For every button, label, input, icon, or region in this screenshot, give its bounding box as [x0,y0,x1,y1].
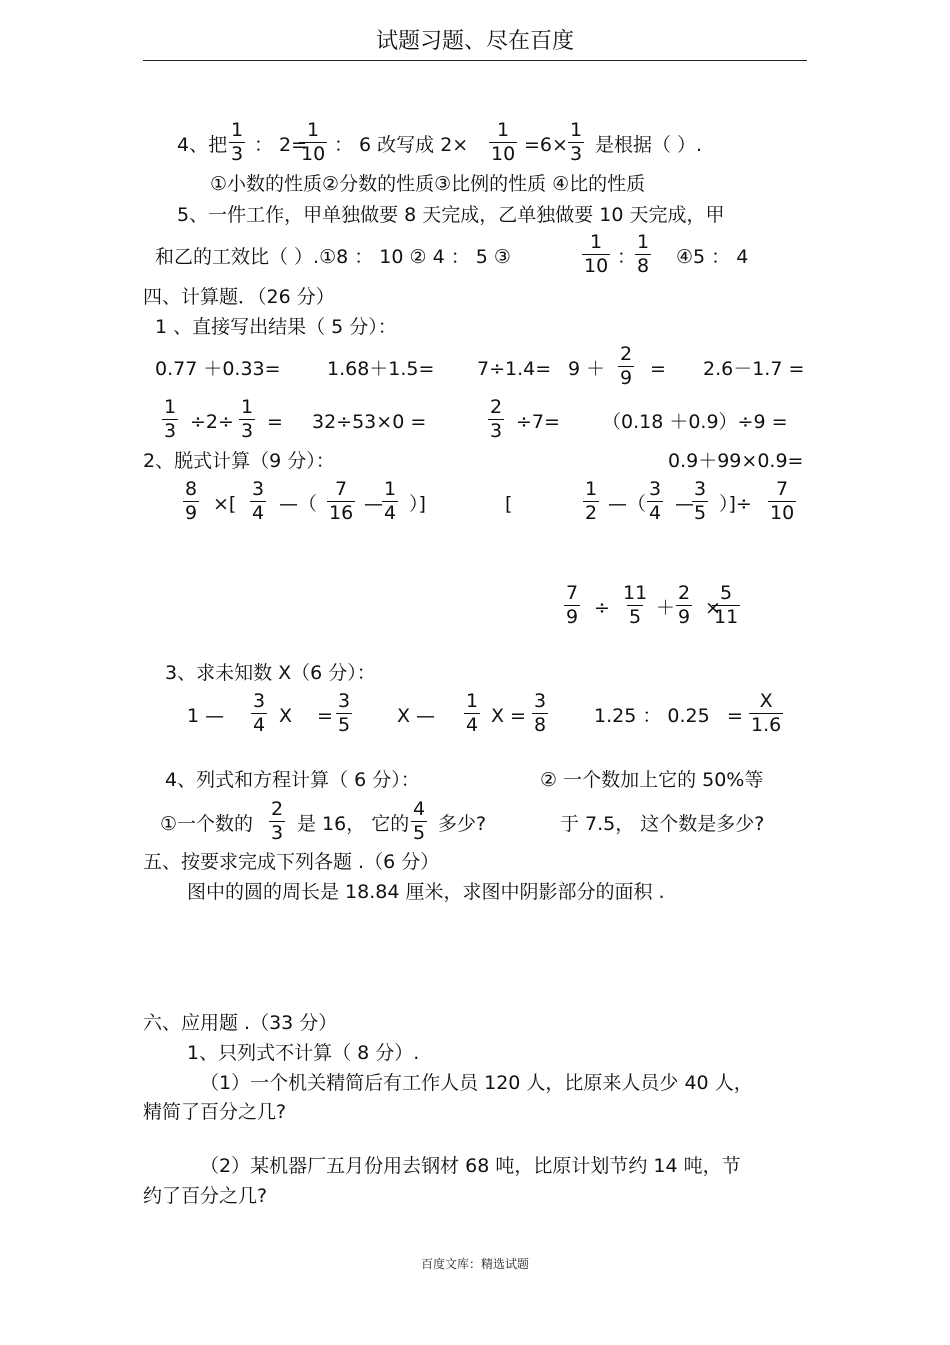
fraction-q5a: $\frac{1}{10}$ [584,231,609,277]
x-eq1-part-3: = [317,705,333,727]
calc-r1-6: 2.6－1.7 = [703,358,805,380]
fraction-x1a: $\frac{3}{4}$ [253,690,266,736]
fraction-q4b: $\frac{1}{10}$ [301,119,326,165]
section6-title: 六、应用题 .（33 分） [143,1012,338,1034]
q5-option-4: ④5 ： 4 [676,246,749,268]
expr2-op-1: [ [505,493,513,515]
fraction-e2d: $\frac{7}{10}$ [770,478,795,524]
fraction-q4a: $\frac{1}{3}$ [231,119,244,165]
fraction-e2a: $\frac{1}{2}$ [585,478,598,524]
q4-options: ①小数的性质②分数的性质③比例的性质 ④比的性质 [210,173,646,195]
app-problem1-line-1: （1）一个机关精简后有工作人员 120 人，比原来人员少 40 人， [200,1072,753,1094]
q4-text-2: ： 2= [254,134,308,156]
x-eq1-part-1: 1 — [187,705,225,727]
q5-line-2: 和乙的工效比（ ）.①8 ： 10 ② 4 ： 5 ③ [155,246,511,268]
header-divider [143,60,807,61]
q5-colon: ： [617,246,637,268]
q5-line-1: 5、一件工作，甲单独做要 8 天完成，乙单独做要 10 天完成，甲 [177,204,725,226]
fraction-e3a: $\frac{7}{9}$ [566,582,579,628]
problem2-line-2: 于 7.5， 这个数是多少? [560,813,765,835]
app-problem1-line-2: 精简了百分之几? [143,1101,287,1123]
section5-text: 图中的圆的周长是 18.84 厘米，求图中阴影部分的面积 . [187,881,665,903]
x-eq3-equals: = [727,705,743,727]
fraction-x2b: $\frac{3}{8}$ [534,690,547,736]
expr1-op-2: —（ [279,493,318,515]
expr2-op-2: —（ [608,493,647,515]
expr3-op-2: ＋ [656,597,676,619]
app-problem2-line-1: （2）某机器厂五月份用去钢材 68 吨，比原计划节约 14 吨，节 [200,1155,741,1177]
expr1-op-3: — [364,493,383,515]
expr1-op-4: ）] [409,493,426,515]
q4-text-3: ： 6 改写成 2× [334,134,469,156]
calc-r1-2: 1.68＋1.5= [327,358,435,380]
calc-r2-3: 32÷53×0 = [312,411,427,433]
calc-r1-4: 9 ＋ [568,358,606,380]
calc-r2-4: ÷7= [516,411,560,433]
x-eq3-part-1: 1.25 ： 0.25 [594,705,710,727]
expr3-op-3: × [705,597,721,619]
x-eq2-part-1: X — [397,705,436,727]
q4-text-5: 是根据（ ）. [595,134,703,156]
fraction-p1b: $\frac{4}{5}$ [413,798,426,844]
expr3-op-1: ÷ [594,597,610,619]
section4-sub2: 2、脱式计算（9 分）： [143,450,335,472]
fraction-e3c: $\frac{2}{9}$ [678,582,691,628]
calc-r3-tail: 0.9＋99×0.9= [668,450,804,472]
calc-r1-1: 0.77 ＋0.33= [155,358,281,380]
section4-sub3: 3、求未知数 X（6 分）： [165,662,376,684]
fraction-e2c: $\frac{3}{5}$ [694,478,707,524]
fraction-r2a: $\frac{1}{3}$ [164,396,177,442]
problem1-part-3: 多少? [438,813,487,835]
app-problem2-line-2: 约了百分之几? [143,1185,268,1207]
expr2-op-3: — [675,493,694,515]
problem1-part-2: 是 16， 它的 [297,813,410,835]
section4-title: 四、计算题．（26 分） [143,286,335,308]
fraction-e1d: $\frac{1}{4}$ [384,478,397,524]
section6-sub1: 1、只列式不计算（ 8 分）. [187,1042,420,1064]
fraction-x1b: $\frac{3}{5}$ [338,690,351,736]
problem2-line-1: ② 一个数加上它的 50%等 [540,769,764,791]
fraction-q5b: $\frac{1}{8}$ [637,231,650,277]
section4-sub1: 1 、直接写出结果（ 5 分）： [155,316,397,338]
fraction-r1a: $\frac{2}{9}$ [620,343,633,389]
page-footer: 百度文库：精选试题 [420,1257,529,1271]
fraction-q4c: $\frac{1}{10}$ [491,119,516,165]
fraction-r2b: $\frac{1}{3}$ [241,396,254,442]
calc-r1-3: 7÷1.4= [477,358,552,380]
fraction-e3d: $\frac{5}{11}$ [714,582,739,628]
section4-sub4: 4、列式和方程计算（ 6 分）： [165,769,420,791]
calc-r1-5: = [650,358,666,380]
fraction-e1c: $\frac{7}{16}$ [329,478,354,524]
x-eq1-part-2: X [279,705,293,727]
fraction-e1b: $\frac{3}{4}$ [252,478,265,524]
x-eq2-part-2: X = [491,705,526,727]
q4-text-4: =6× [524,134,568,156]
expr1-op-1: ×[ [213,493,237,515]
fraction-r2c: $\frac{2}{3}$ [490,396,503,442]
problem1-part-1: ①一个数的 [160,813,254,835]
expr2-op-4: ）]÷ [719,493,752,515]
fraction-x2a: $\frac{1}{4}$ [466,690,479,736]
fraction-e1a: $\frac{8}{9}$ [185,478,198,524]
section5-title: 五、按要求完成下列各题 .（6 分） [143,851,440,873]
calc-r2-5: （0.18 ＋0.9）÷9 = [602,411,788,433]
fraction-e3b: $\frac{11}{5}$ [623,582,648,628]
fraction-x3a: $\frac{X}{1.6}$ [751,690,782,736]
fraction-q4d: $\frac{1}{3}$ [570,119,583,165]
fraction-p1a: $\frac{2}{3}$ [271,798,284,844]
calc-r2-1: ÷2÷ [190,411,234,433]
fraction-e2b: $\frac{3}{4}$ [649,478,662,524]
calc-r2-2: = [267,411,283,433]
page-header-title: 试题习题、尽在百度 [375,29,574,54]
q4-text-1: 4、把 [177,134,228,156]
